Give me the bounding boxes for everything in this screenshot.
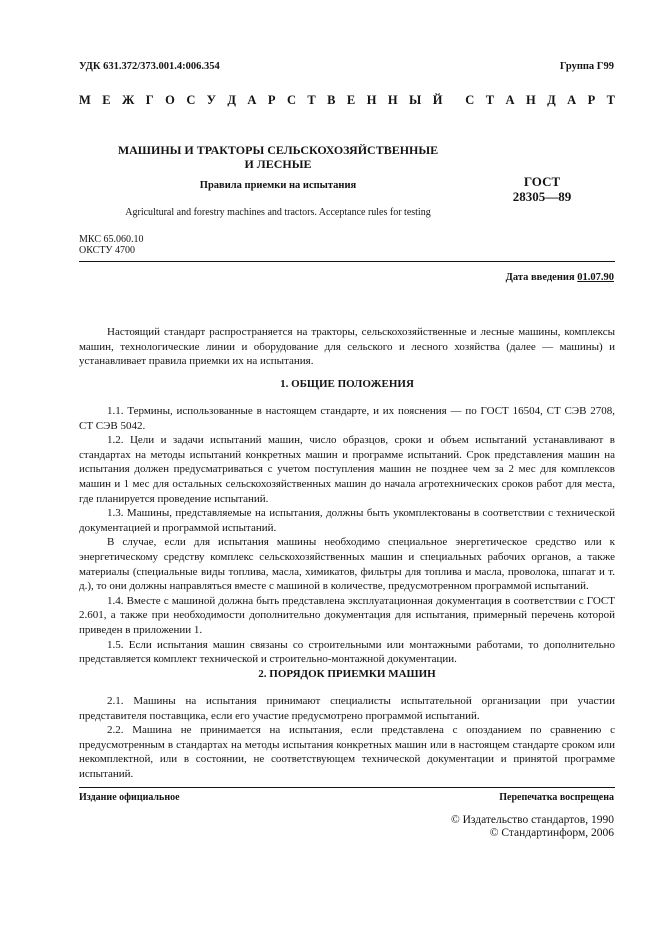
- banner-letter: Д: [227, 93, 236, 107]
- english-title: Agricultural and forestry machines and tractors. Acceptance rules for testing: [125, 207, 431, 218]
- section-2-body: [79, 694, 615, 782]
- intro-date-value: 01.07.90: [577, 272, 614, 283]
- group-code: Группа Г99: [559, 61, 614, 72]
- banner-letter: С: [465, 93, 475, 107]
- banner-letter: Р: [267, 93, 276, 107]
- banner-letter: Н: [525, 93, 536, 107]
- banner-letter: Ы: [409, 93, 422, 107]
- banner-letter: Й: [432, 93, 443, 107]
- paragraph: 2.1. Машины на испытания принимают специалисты испытательной организации при участии представителя поставщика, если его участие предусмотрено программой испытаний.: [79, 695, 615, 722]
- header-divider: [79, 261, 615, 262]
- okstu-code: ОКСТУ 4700: [79, 245, 136, 256]
- banner-letter: М: [79, 93, 91, 107]
- banner-letter: У: [206, 93, 216, 107]
- paragraph: 2.2. Машина не принимается на испытания, если представлена с опозданием по сравнению с предусмотренным в стандартах на методы испытания конкретных машин или в настоящем стандарте сроком или некомплектной, или в состоянии, не соответствующем технической документации и принятой программе испытаний.: [79, 724, 615, 780]
- footer-divider: [79, 787, 615, 788]
- banner-letter: Ж: [122, 93, 135, 107]
- gost-number: 28305—89: [512, 189, 572, 204]
- introduction-date: [506, 272, 614, 283]
- copyright-line: © Стандартинформ, 2006: [489, 827, 614, 839]
- section-1-body: [79, 404, 615, 667]
- document-subtitle: Правила приемки на испытания: [199, 180, 357, 191]
- official-edition: Издание официальное: [79, 792, 180, 803]
- paragraph: 1.2. Цели и задачи испытаний машин, число образцов, сроки и объем испытаний устанавливают в стандартах на методы испытаний конкретных машин и программе испытаний. Срок представления машин на испытания должен предусматриваться с учетом поступления машин не позднее чем за 2 мес для комплексов машин и 1 мес для остальных сельскохозяйственных машин до начала агротехнических сроков работ для места, где планируется проведение испытаний.: [79, 434, 615, 505]
- banner-letter: А: [567, 93, 577, 107]
- banner-letter: Р: [587, 93, 596, 107]
- classification-codes: [79, 234, 143, 256]
- title-line-1: МАШИНЫ И ТРАКТОРЫ СЕЛЬСКОХОЗЯЙСТВЕННЫЕ: [117, 143, 439, 157]
- banner-letter: О: [165, 93, 175, 107]
- interstate-standard-banner: [79, 93, 615, 108]
- banner-letter: Г: [145, 93, 154, 107]
- banner-letter: Н: [366, 93, 377, 107]
- copyright-block: [451, 814, 614, 840]
- banner-letter: Е: [102, 93, 111, 107]
- banner-letter: А: [247, 93, 257, 107]
- paragraph: 1.1. Термины, использованные в настоящем стандарте, и их пояснения — по ГОСТ 16504, СТ СЭВ 2708, СТ СЭВ 5042.: [79, 405, 615, 432]
- copyright-line: © Издательство стандартов, 1990: [450, 814, 614, 826]
- udk-code: УДК 631.372/373.001.4:006.354: [79, 61, 220, 72]
- section-heading: 2. ПОРЯДОК ПРИЕМКИ МАШИН: [258, 668, 436, 680]
- title-line-2: И ЛЕСНЫЕ: [244, 157, 312, 171]
- banner-letter: Е: [346, 93, 356, 107]
- banner-letter: Н: [387, 93, 398, 107]
- banner-letter: Т: [307, 93, 316, 107]
- intro-date-label: Дата введения: [505, 272, 575, 283]
- paragraph: 1.4. Вместе с машиной должна быть представлена эксплуатационная документация в соответствии с ГОСТ 2.601, а также при необходимости дополнительно документация для испытания, примерный перечень которой приведен в приложении 1.: [79, 594, 615, 636]
- document-title: [79, 143, 477, 171]
- banner-letter: С: [186, 93, 196, 107]
- mks-code: МКС 65.060.10: [79, 234, 144, 245]
- paragraph: 1.3. Машины, представляемые на испытания, должны быть укомплектованы в соответствии с технической документацией и программой испытаний.: [79, 507, 615, 534]
- paragraph: Настоящий стандарт распространяется на тракторы, сельскохозяйственные и лесные машины, комплексы машин, технологические линии и оборудование для сельского и лесного хозяйства (далее — машины) и устанавливает правила приемки их на испытания.: [79, 326, 615, 368]
- section-heading: 1. ОБЩИЕ ПОЛОЖЕНИЯ: [280, 378, 414, 390]
- gost-label: ГОСТ: [523, 174, 561, 189]
- banner-letter: Д: [547, 93, 556, 107]
- banner-letter: С: [286, 93, 296, 107]
- paragraph: 1.5. Если испытания машин связаны со строительными или монтажными работами, то дополнительно представляется комплект технической и строительно-монтажной документации.: [79, 638, 615, 666]
- gost-designation: [482, 174, 602, 204]
- banner-letter: Т: [485, 93, 495, 107]
- intro-paragraph: [79, 325, 615, 369]
- paragraph: В случае, если для испытания машины необходимо специальное энергетическое средство или к энергетическому средству комплекс сельскохозяйственных машин и специальных рабочих органов, а также материалы (специальные виды топлива, масла, химикатов, фильтры для топлива и масла, проволока, шпагат и т. д.), то они должны направляться вместе с машиной в количестве, предусмотренном программой испытаний.: [79, 536, 615, 593]
- banner-letter: Т: [606, 93, 615, 107]
- reprint-prohibited: Перепечатка воспрещена: [499, 792, 614, 803]
- banner-letter: А: [505, 93, 515, 107]
- banner-letter: В: [327, 93, 336, 107]
